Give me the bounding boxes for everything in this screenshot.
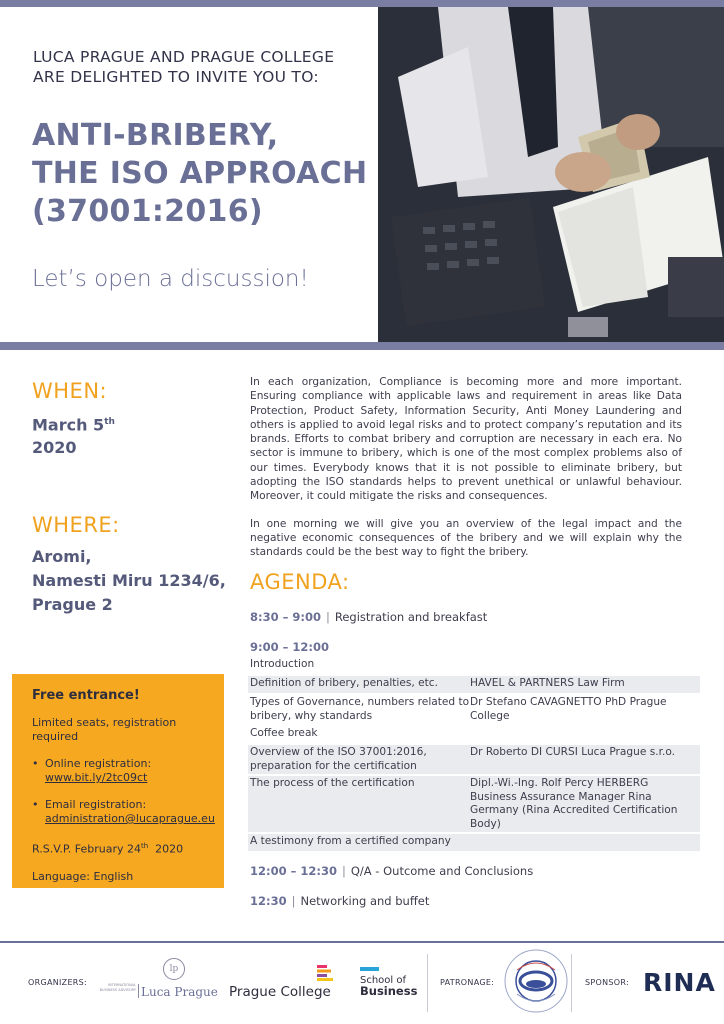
organizers-label: ORGANIZERS: xyxy=(28,978,88,987)
agenda-slot-morning-time: 9:00 – 12:00 xyxy=(250,640,329,654)
school-of-business-name: School of Business xyxy=(360,975,418,998)
intro-text xyxy=(250,375,682,573)
luca-prague-name: Luca Prague xyxy=(141,985,218,999)
agenda-row: Overview of the ISO 37001:2016, preparation for the certification Dr Roberto DI CURSI Luca Prague s.r.o. xyxy=(248,745,700,774)
agenda-table xyxy=(248,657,700,853)
prague-college-logo-icon xyxy=(317,965,336,981)
agenda-row: Types of Governance, numbers related to bribery, why standards Dr Stefano CAVAGNETTO PhD Prague College xyxy=(250,696,667,722)
email-registration-link[interactable]: administration@lucaprague.eu xyxy=(45,812,215,825)
where-line-3: Prague 2 xyxy=(32,595,113,614)
where-line-2: Namesti Miru 1234/6, xyxy=(32,571,226,590)
when-date xyxy=(32,411,115,459)
invite-text xyxy=(33,47,373,87)
event-title xyxy=(32,117,382,231)
when-date-sup: th xyxy=(104,417,115,427)
when-year: 2020 xyxy=(32,438,77,458)
free-entrance-box xyxy=(12,674,224,888)
when-label: WHEN: xyxy=(32,379,108,403)
rina-logo: RINA xyxy=(643,968,716,997)
luca-prague-separator xyxy=(138,984,139,998)
language-text: Language: English xyxy=(32,869,134,883)
intro-paragraph-1: In each organization, Compliance is becoming more and more important. Ensuring compliance with applicable laws and requirement in areas like Data Protection, Product Safety, Information Security, Anti Money Laundering and others is applied to avoid legal risks and to protect company’s reputation and its brands. Efforts to combat bribery and corruption are necessary in each era. No sector is immune to bribery, which is one of the most complex problems also of our times. Everybody knows that it is not possible to eliminate bribery, but adopting the ISO standards helps to prevent unethical or unlawful behaviour. Moreover, it could mitigate the risks and consequences. xyxy=(250,376,682,503)
agenda-slot-registration: 8:30 – 9:00 | Registration and breakfast xyxy=(250,610,488,624)
agenda-row: The process of the certification Dipl.-Wi.-Ing. Rolf Percy HERBERG Business Assurance Manager Rina Germany (Rina Accredited Certification Body) xyxy=(248,776,700,832)
subtitle: Let’s open a discussion! xyxy=(32,266,309,292)
middle-bar xyxy=(0,342,724,350)
luca-prague-logo-icon: lp xyxy=(163,958,185,980)
where-line-1: Aromi, xyxy=(32,547,92,566)
prague-college-name: Prague College xyxy=(229,984,331,1000)
title-line-3: (37001:2016) xyxy=(32,194,263,229)
invite-line-1: LUCA PRAGUE AND PRAGUE COLLEGE xyxy=(33,48,335,66)
hero-photo xyxy=(378,7,724,342)
footer-separator xyxy=(427,954,428,1012)
rsvp-text: R.S.V.P. February 24th 2020 xyxy=(32,842,184,856)
school-of-business-logo-icon xyxy=(360,967,379,971)
email-registration-label: Email registration: xyxy=(45,798,147,811)
top-bar xyxy=(0,0,724,7)
email-registration xyxy=(32,798,224,826)
limited-seats-text: Limited seats, registration required xyxy=(32,716,177,743)
agenda-row: Coffee break xyxy=(250,727,318,739)
invite-line-2: ARE DELIGHTED TO INVITE YOU TO: xyxy=(33,68,319,86)
free-entrance-title: Free entrance! xyxy=(32,688,140,703)
agenda-row: Definition of bribery, penalties, etc. HAVEL & PARTNERS Law Firm xyxy=(248,676,700,693)
patronage-label: PATRONAGE: xyxy=(440,978,495,987)
chamber-seal-icon xyxy=(503,948,569,1014)
luca-prague-tagline: INTERNATIONAL BUSINESS ADVISORY xyxy=(99,983,136,992)
title-line-1: ANTI-BRIBERY, xyxy=(32,118,279,153)
intro-paragraph-2: In one morning we will give you an overview of the legal impact and the negative economic consequences of the bribery and we will explain why the standards could be the best way to fight the bribery. xyxy=(250,517,682,559)
footer-divider xyxy=(0,941,724,943)
agenda-row: A testimony from a certified company xyxy=(248,834,700,851)
where-address xyxy=(32,545,226,617)
footer-separator xyxy=(571,954,572,1012)
sponsor-label: SPONSOR: xyxy=(585,978,629,987)
title-line-2: THE ISO APPROACH xyxy=(32,156,368,191)
online-registration xyxy=(32,757,224,785)
agenda-slot-qa: 12:00 – 12:30 | Q/A - Outcome and Conclusions xyxy=(250,864,534,878)
agenda-label: AGENDA: xyxy=(250,570,350,594)
agenda-row: Introduction xyxy=(250,658,315,670)
when-date-main: March 5 xyxy=(32,415,105,435)
where-label: WHERE: xyxy=(32,513,120,537)
online-registration-label: Online registration: xyxy=(45,757,152,770)
agenda-slot-networking: 12:30 | Networking and buffet xyxy=(250,894,430,908)
online-registration-link[interactable]: www.bit.ly/2tc09ct xyxy=(45,771,148,784)
